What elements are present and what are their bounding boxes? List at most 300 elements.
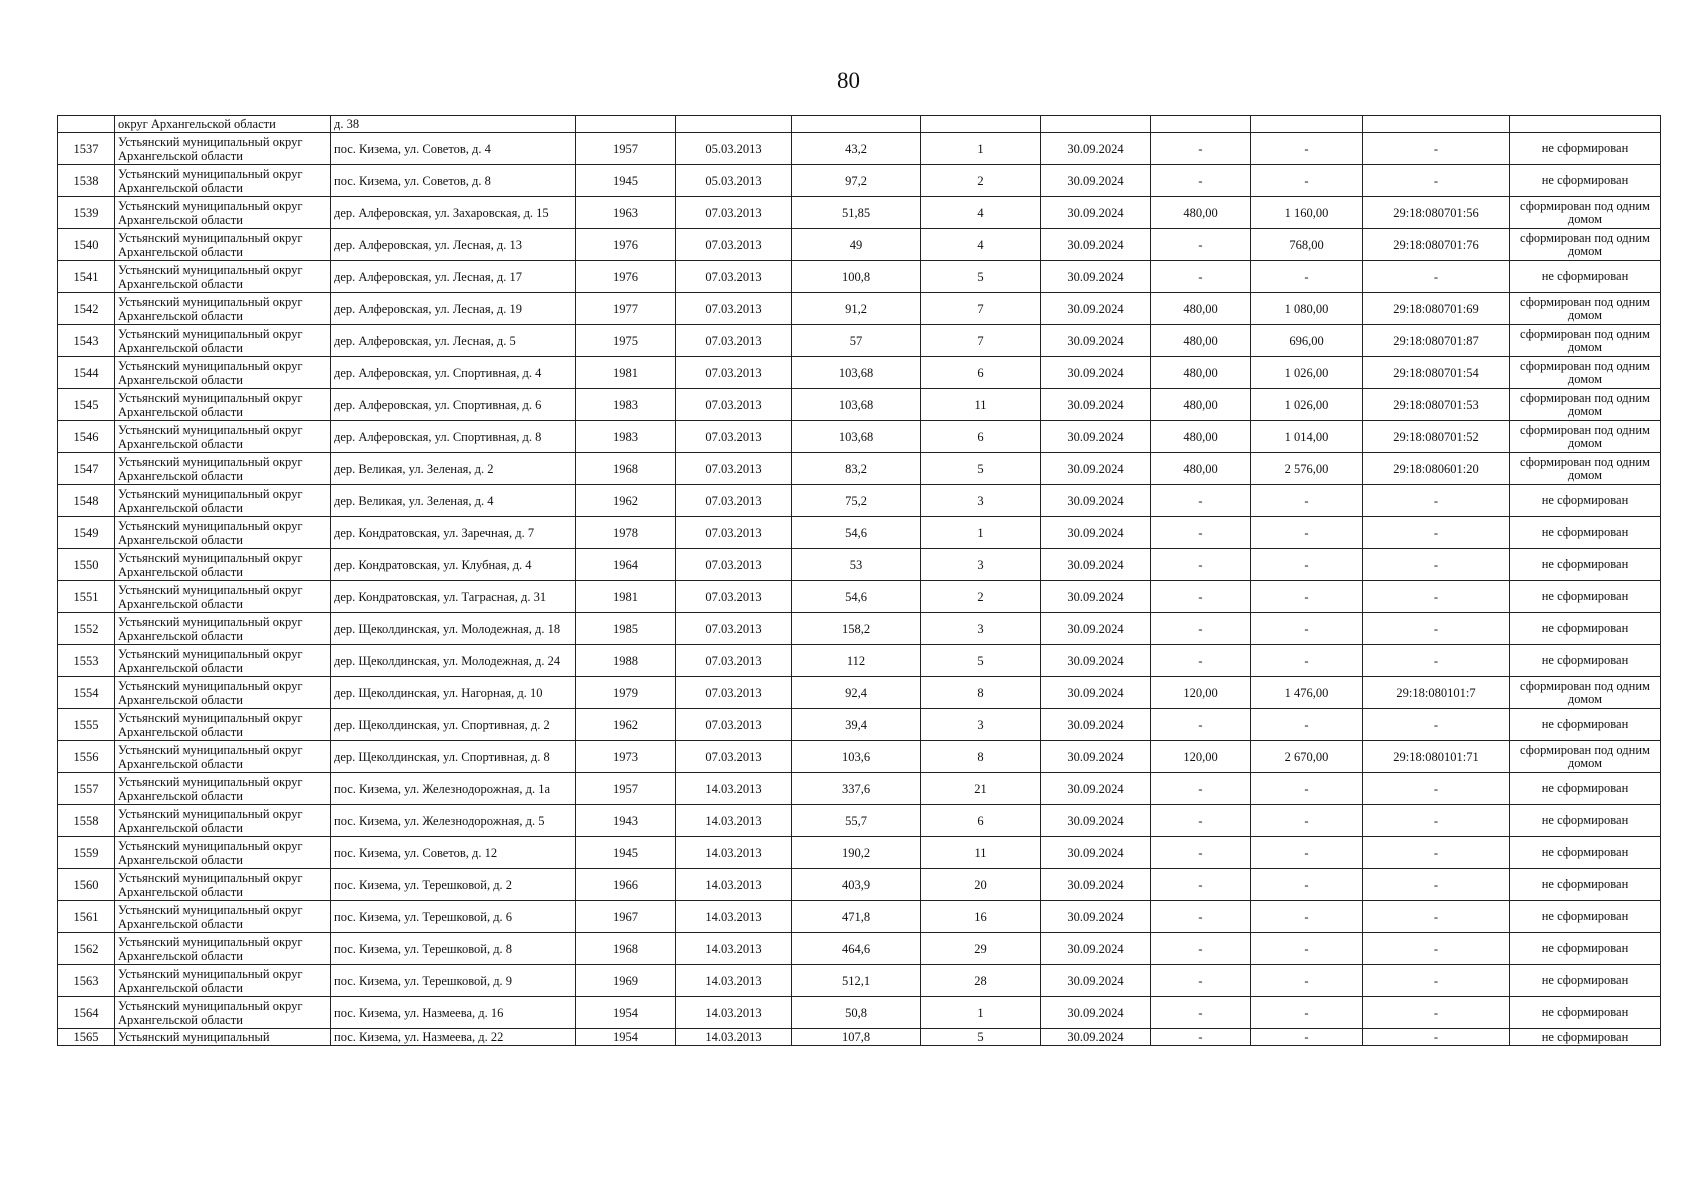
cell-address: дер. Щеколдинская, ул. Молодежная, д. 24 [331,645,576,677]
cell-number: 1540 [58,229,115,261]
cell-municipality: Устьянский муниципальный округ Архангельской области [115,517,331,549]
cell-land-area: - [1151,901,1251,933]
cell-address: пос. Кизема, ул. Терешковой, д. 9 [331,965,576,997]
cell-year: 1945 [576,837,676,869]
cell-deadline: 30.09.2024 [1041,709,1151,741]
cell-area: 55,7 [792,805,921,837]
cell-land-area-2: - [1251,773,1363,805]
cell-address: дер. Кондратовская, ул. Клубная, д. 4 [331,549,576,581]
cell-recognition-date: 07.03.2013 [676,613,792,645]
table-row [58,517,1661,549]
cell-number [58,116,115,133]
cell-number: 1545 [58,389,115,421]
cell-year: 1981 [576,357,676,389]
cell-municipality: Устьянский муниципальный округ Архангельской области [115,325,331,357]
cell-number: 1537 [58,133,115,165]
cell-land-area-2: 1 160,00 [1251,197,1363,229]
cell-number: 1560 [58,869,115,901]
cell-deadline: 30.09.2024 [1041,453,1151,485]
cell-area: 39,4 [792,709,921,741]
cell-area: 112 [792,645,921,677]
cell-municipality: Устьянский муниципальный округ Архангельской области [115,773,331,805]
cell-number: 1548 [58,485,115,517]
cell-number: 1562 [58,933,115,965]
cell-municipality: Устьянский муниципальный округ Архангельской области [115,581,331,613]
cell-land-status: не сформирован [1510,709,1661,741]
cell-number: 1561 [58,901,115,933]
cell-land-area: - [1151,517,1251,549]
cell-address: дер. Алферовская, ул. Лесная, д. 13 [331,229,576,261]
cell-year: 1983 [576,389,676,421]
cell-year: 1983 [576,421,676,453]
cell-recognition-date: 07.03.2013 [676,453,792,485]
cell-cadastral-number: - [1363,549,1510,581]
cell-land-area: - [1151,837,1251,869]
table-row [58,133,1661,165]
cell-land-area-2: - [1251,645,1363,677]
cell-recognition-date: 14.03.2013 [676,837,792,869]
cell-area: 103,6 [792,741,921,773]
cell-cadastral-number: - [1363,133,1510,165]
cell-residents: 1 [921,997,1041,1029]
cell-address: дер. Алферовская, ул. Захаровская, д. 15 [331,197,576,229]
cell-address: пос. Кизема, ул. Железнодорожная, д. 1а [331,773,576,805]
cell-cadastral-number: - [1363,517,1510,549]
cell-land-area-2: - [1251,869,1363,901]
cell-cadastral-number: 29:18:080701:56 [1363,197,1510,229]
cell-land-area-2: - [1251,549,1363,581]
cell-deadline: 30.09.2024 [1041,805,1151,837]
cell-land-area: 480,00 [1151,293,1251,325]
cell-residents: 5 [921,645,1041,677]
cell-land-status: не сформирован [1510,517,1661,549]
cell-residents: 21 [921,773,1041,805]
cell-area: 50,8 [792,997,921,1029]
cell-land-area-2: 2 576,00 [1251,453,1363,485]
cell-municipality: Устьянский муниципальный округ Архангельской области [115,933,331,965]
cell-cadastral-number: 29:18:080101:71 [1363,741,1510,773]
cell-deadline: 30.09.2024 [1041,549,1151,581]
cell-recognition-date: 07.03.2013 [676,485,792,517]
cell-recognition-date: 07.03.2013 [676,357,792,389]
cell-deadline [1041,116,1151,133]
housing-registry-table [57,115,1661,1046]
cell-land-area-2: 696,00 [1251,325,1363,357]
cell-municipality: Устьянский муниципальный округ Архангельской области [115,421,331,453]
cell-land-status: не сформирован [1510,773,1661,805]
cell-year: 1954 [576,997,676,1029]
cell-land-status: не сформирован [1510,933,1661,965]
cell-residents: 11 [921,389,1041,421]
cell-year: 1966 [576,869,676,901]
cell-address: дер. Алферовская, ул. Спортивная, д. 6 [331,389,576,421]
cell-land-status: не сформирован [1510,837,1661,869]
cell-area: 92,4 [792,677,921,709]
cell-cadastral-number: - [1363,773,1510,805]
cell-municipality: Устьянский муниципальный округ Архангельской области [115,389,331,421]
cell-municipality: округ Архангельской области [115,116,331,133]
cell-land-area: - [1151,261,1251,293]
cell-number: 1543 [58,325,115,357]
cell-cadastral-number: 29:18:080701:87 [1363,325,1510,357]
cell-year: 1969 [576,965,676,997]
cell-municipality: Устьянский муниципальный округ Архангельской области [115,293,331,325]
cell-land-area: - [1151,1029,1251,1046]
cell-land-area-2: - [1251,901,1363,933]
cell-land-area: - [1151,549,1251,581]
cell-area: 158,2 [792,613,921,645]
cell-area: 54,6 [792,581,921,613]
cell-cadastral-number: 29:18:080701:69 [1363,293,1510,325]
cell-land-area: - [1151,485,1251,517]
cell-cadastral-number: 29:18:080101:7 [1363,677,1510,709]
cell-land-area: - [1151,645,1251,677]
cell-cadastral-number: - [1363,869,1510,901]
cell-land-status: сформирован под одним домом [1510,325,1661,357]
cell-deadline: 30.09.2024 [1041,357,1151,389]
cell-land-area: - [1151,613,1251,645]
cell-residents: 3 [921,613,1041,645]
cell-land-area-2: 1 014,00 [1251,421,1363,453]
cell-area: 512,1 [792,965,921,997]
cell-land-status: не сформирован [1510,165,1661,197]
table-row [58,933,1661,965]
cell-address: пос. Кизема, ул. Советов, д. 4 [331,133,576,165]
cell-area: 471,8 [792,901,921,933]
cell-number: 1555 [58,709,115,741]
cell-land-status: не сформирован [1510,805,1661,837]
cell-cadastral-number: - [1363,933,1510,965]
continued-table-row [58,116,1661,133]
cell-land-status: не сформирован [1510,613,1661,645]
cell-land-area-2: 768,00 [1251,229,1363,261]
cell-land-area-2: - [1251,837,1363,869]
cell-area: 53 [792,549,921,581]
cell-residents: 4 [921,197,1041,229]
table-row [58,901,1661,933]
cell-deadline: 30.09.2024 [1041,613,1151,645]
cell-land-area: - [1151,709,1251,741]
cell-number: 1551 [58,581,115,613]
cell-year: 1988 [576,645,676,677]
cell-land-area: - [1151,165,1251,197]
cell-area: 43,2 [792,133,921,165]
cell-land-area-2: - [1251,997,1363,1029]
cell-year: 1964 [576,549,676,581]
cell-land-status: не сформирован [1510,581,1661,613]
cell-number: 1541 [58,261,115,293]
cell-deadline: 30.09.2024 [1041,677,1151,709]
cell-residents: 5 [921,1029,1041,1046]
cell-number: 1549 [58,517,115,549]
cell-address: пос. Кизема, ул. Советов, д. 8 [331,165,576,197]
cell-land-status: сформирован под одним домом [1510,197,1661,229]
cell-municipality: Устьянский муниципальный округ Архангельской области [115,261,331,293]
cell-municipality: Устьянский муниципальный округ Архангельской области [115,869,331,901]
table-row [58,357,1661,389]
cell-cadastral-number: 29:18:080701:52 [1363,421,1510,453]
table-row [58,485,1661,517]
table-row [58,1029,1661,1046]
cell-land-area-2: - [1251,485,1363,517]
cell-residents: 2 [921,165,1041,197]
cell-recognition-date: 07.03.2013 [676,229,792,261]
cell-cadastral-number: - [1363,805,1510,837]
cell-municipality: Устьянский муниципальный округ Архангельской области [115,645,331,677]
cell-address: пос. Кизема, ул. Назмеева, д. 16 [331,997,576,1029]
cell-address: д. 38 [331,116,576,133]
cell-area: 337,6 [792,773,921,805]
cell-land-area [1151,116,1251,133]
cell-deadline: 30.09.2024 [1041,485,1151,517]
cell-cadastral-number: - [1363,997,1510,1029]
cell-recognition-date: 07.03.2013 [676,581,792,613]
cell-recognition-date: 05.03.2013 [676,165,792,197]
cell-year [576,116,676,133]
cell-deadline: 30.09.2024 [1041,997,1151,1029]
cell-deadline: 30.09.2024 [1041,1029,1151,1046]
table-row [58,325,1661,357]
table-row [58,677,1661,709]
cell-year: 1981 [576,581,676,613]
cell-residents: 7 [921,293,1041,325]
cell-land-area: 120,00 [1151,741,1251,773]
cell-deadline: 30.09.2024 [1041,261,1151,293]
cell-land-area: 480,00 [1151,453,1251,485]
cell-deadline: 30.09.2024 [1041,869,1151,901]
cell-deadline: 30.09.2024 [1041,389,1151,421]
cell-year: 1975 [576,325,676,357]
cell-land-area: - [1151,965,1251,997]
cell-number: 1542 [58,293,115,325]
cell-cadastral-number [1363,116,1510,133]
cell-number: 1564 [58,997,115,1029]
cell-recognition-date: 14.03.2013 [676,965,792,997]
cell-land-status: не сформирован [1510,133,1661,165]
cell-year: 1957 [576,773,676,805]
cell-deadline: 30.09.2024 [1041,773,1151,805]
cell-land-area: 120,00 [1151,677,1251,709]
table-row [58,709,1661,741]
cell-recognition-date: 14.03.2013 [676,869,792,901]
cell-land-status: сформирован под одним домом [1510,453,1661,485]
cell-cadastral-number: - [1363,261,1510,293]
cell-municipality: Устьянский муниципальный округ Архангельской области [115,901,331,933]
cell-deadline: 30.09.2024 [1041,197,1151,229]
cell-cadastral-number: - [1363,709,1510,741]
cell-municipality: Устьянский муниципальный округ Архангельской области [115,453,331,485]
cell-recognition-date: 07.03.2013 [676,677,792,709]
cell-area: 91,2 [792,293,921,325]
cell-municipality: Устьянский муниципальный [115,1029,331,1046]
cell-land-status: сформирован под одним домом [1510,357,1661,389]
cell-deadline: 30.09.2024 [1041,837,1151,869]
cell-address: дер. Великая, ул. Зеленая, д. 4 [331,485,576,517]
cell-recognition-date: 14.03.2013 [676,933,792,965]
cell-area: 57 [792,325,921,357]
cell-recognition-date: 07.03.2013 [676,293,792,325]
cell-number: 1557 [58,773,115,805]
cell-residents: 5 [921,261,1041,293]
table-row [58,389,1661,421]
cell-area: 75,2 [792,485,921,517]
cell-year: 1957 [576,133,676,165]
cell-address: дер. Великая, ул. Зеленая, д. 2 [331,453,576,485]
cell-cadastral-number: 29:18:080701:53 [1363,389,1510,421]
cell-address: дер. Алферовская, ул. Спортивная, д. 8 [331,421,576,453]
table-row [58,549,1661,581]
cell-recognition-date: 14.03.2013 [676,997,792,1029]
cell-land-area: - [1151,581,1251,613]
cell-land-status: сформирован под одним домом [1510,421,1661,453]
cell-residents: 3 [921,709,1041,741]
cell-municipality: Устьянский муниципальный округ Архангельской области [115,997,331,1029]
cell-residents: 8 [921,741,1041,773]
cell-area: 464,6 [792,933,921,965]
cell-area: 103,68 [792,421,921,453]
cell-recognition-date: 05.03.2013 [676,133,792,165]
table-row [58,805,1661,837]
cell-year: 1954 [576,1029,676,1046]
cell-address: пос. Кизема, ул. Терешковой, д. 8 [331,933,576,965]
cell-land-area: - [1151,997,1251,1029]
cell-area [792,116,921,133]
cell-area: 107,8 [792,1029,921,1046]
cell-recognition-date: 07.03.2013 [676,645,792,677]
cell-cadastral-number: - [1363,165,1510,197]
table-row [58,613,1661,645]
cell-recognition-date: 07.03.2013 [676,421,792,453]
cell-address: дер. Кондратовская, ул. Заречная, д. 7 [331,517,576,549]
cell-year: 1963 [576,197,676,229]
cell-cadastral-number: - [1363,837,1510,869]
cell-land-area-2: - [1251,133,1363,165]
table-row [58,453,1661,485]
cell-recognition-date: 07.03.2013 [676,549,792,581]
cell-land-area-2: 1 476,00 [1251,677,1363,709]
cell-area: 97,2 [792,165,921,197]
cell-address: дер. Алферовская, ул. Спортивная, д. 4 [331,357,576,389]
cell-residents: 7 [921,325,1041,357]
table-body [58,116,1661,1046]
cell-land-area-2: - [1251,165,1363,197]
cell-municipality: Устьянский муниципальный округ Архангельской области [115,229,331,261]
cell-cadastral-number: - [1363,645,1510,677]
cell-municipality: Устьянский муниципальный округ Архангельской области [115,549,331,581]
cell-address: дер. Щеколдинская, ул. Нагорная, д. 10 [331,677,576,709]
cell-address: пос. Кизема, ул. Железнодорожная, д. 5 [331,805,576,837]
cell-residents: 1 [921,133,1041,165]
cell-cadastral-number: - [1363,613,1510,645]
cell-land-status: не сформирован [1510,997,1661,1029]
cell-address: дер. Щеколдинская, ул. Молодежная, д. 18 [331,613,576,645]
cell-land-status: не сформирован [1510,485,1661,517]
cell-deadline: 30.09.2024 [1041,293,1151,325]
cell-number: 1550 [58,549,115,581]
cell-area: 103,68 [792,389,921,421]
cell-municipality: Устьянский муниципальный округ Архангельской области [115,357,331,389]
cell-recognition-date: 14.03.2013 [676,805,792,837]
cell-municipality: Устьянский муниципальный округ Архангельской области [115,677,331,709]
table-row [58,645,1661,677]
cell-area: 83,2 [792,453,921,485]
cell-deadline: 30.09.2024 [1041,645,1151,677]
cell-deadline: 30.09.2024 [1041,325,1151,357]
cell-year: 1962 [576,485,676,517]
cell-area: 49 [792,229,921,261]
cell-land-area: - [1151,805,1251,837]
table-row [58,293,1661,325]
cell-land-area-2: - [1251,709,1363,741]
cell-municipality: Устьянский муниципальный округ Архангельской области [115,741,331,773]
cell-year: 1977 [576,293,676,325]
cell-address: дер. Алферовская, ул. Лесная, д. 19 [331,293,576,325]
cell-address: дер. Алферовская, ул. Лесная, д. 5 [331,325,576,357]
cell-land-area-2: - [1251,261,1363,293]
cell-municipality: Устьянский муниципальный округ Архангельской области [115,805,331,837]
cell-residents [921,116,1041,133]
cell-year: 1968 [576,453,676,485]
cell-municipality: Устьянский муниципальный округ Архангельской области [115,965,331,997]
cell-year: 1943 [576,805,676,837]
cell-deadline: 30.09.2024 [1041,229,1151,261]
cell-municipality: Устьянский муниципальный округ Архангельской области [115,613,331,645]
cell-area: 190,2 [792,837,921,869]
cell-deadline: 30.09.2024 [1041,165,1151,197]
cell-number: 1559 [58,837,115,869]
cell-residents: 1 [921,517,1041,549]
table-row [58,229,1661,261]
cell-land-status: не сформирован [1510,645,1661,677]
cell-cadastral-number: - [1363,965,1510,997]
cell-land-status: не сформирован [1510,1029,1661,1046]
cell-number: 1552 [58,613,115,645]
cell-land-status: сформирован под одним домом [1510,677,1661,709]
cell-number: 1556 [58,741,115,773]
cell-year: 1979 [576,677,676,709]
cell-number: 1539 [58,197,115,229]
cell-recognition-date: 07.03.2013 [676,261,792,293]
cell-residents: 6 [921,805,1041,837]
cell-municipality: Устьянский муниципальный округ Архангельской области [115,485,331,517]
cell-residents: 8 [921,677,1041,709]
cell-land-area: 480,00 [1151,357,1251,389]
table-row [58,581,1661,613]
cell-land-status: сформирован под одним домом [1510,741,1661,773]
cell-land-area-2: 2 670,00 [1251,741,1363,773]
cell-recognition-date: 07.03.2013 [676,517,792,549]
cell-address: пос. Кизема, ул. Терешковой, д. 2 [331,869,576,901]
cell-residents: 28 [921,965,1041,997]
cell-address: пос. Кизема, ул. Терешковой, д. 6 [331,901,576,933]
cell-number: 1558 [58,805,115,837]
cell-year: 1973 [576,741,676,773]
cell-recognition-date: 07.03.2013 [676,709,792,741]
cell-recognition-date: 07.03.2013 [676,389,792,421]
cell-residents: 16 [921,901,1041,933]
cell-address: дер. Кондратовская, ул. Таграсная, д. 31 [331,581,576,613]
cell-municipality: Устьянский муниципальный округ Архангельской области [115,709,331,741]
cell-cadastral-number: 29:18:080701:76 [1363,229,1510,261]
cell-year: 1978 [576,517,676,549]
table-row [58,261,1661,293]
cell-deadline: 30.09.2024 [1041,517,1151,549]
cell-cadastral-number: - [1363,485,1510,517]
cell-address: дер. Щеколдинская, ул. Спортивная, д. 2 [331,709,576,741]
cell-deadline: 30.09.2024 [1041,965,1151,997]
cell-number: 1546 [58,421,115,453]
cell-municipality: Устьянский муниципальный округ Архангельской области [115,133,331,165]
